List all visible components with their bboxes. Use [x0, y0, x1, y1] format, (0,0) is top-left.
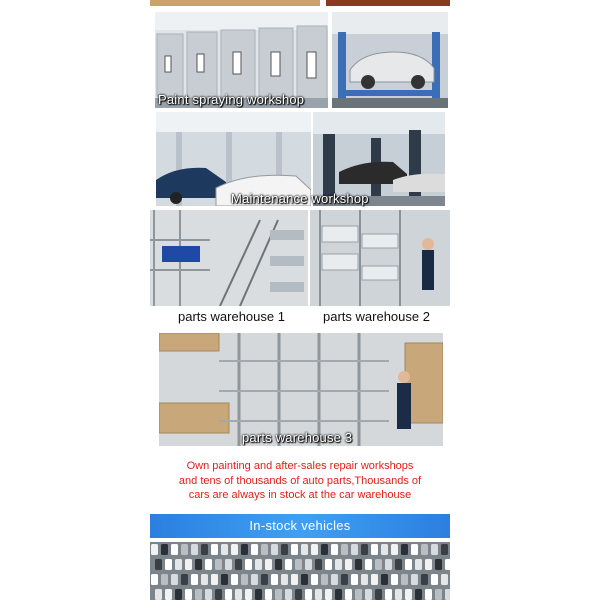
description-text — [150, 459, 450, 503]
description-line-3: cars are always in stock at the car warehouse — [188, 489, 412, 501]
vehicle-parking-lot-photo — [150, 542, 450, 600]
parts-warehouse-3-caption: parts warehouse 3 — [242, 430, 353, 445]
parts-warehouse-3-photo — [159, 333, 443, 446]
parts-warehouse-1-photo — [150, 210, 308, 306]
in-stock-vehicles-banner: In-stock vehicles — [150, 514, 450, 538]
paint-workshop-photo — [155, 12, 328, 108]
parts-warehouse-2-photo — [310, 210, 450, 306]
top-photo-strip-right — [326, 0, 450, 6]
parts-warehouse-1-caption: parts warehouse 1 — [178, 309, 285, 324]
description-line-1: Own painting and after-sales repair workshops — [186, 460, 414, 472]
top-photo-strip-left — [150, 0, 320, 6]
maintenance-workshop-caption: Maintenance workshop — [231, 191, 369, 206]
description-line-2: and tens of thousands of auto parts,Thousands of — [178, 474, 422, 487]
parts-warehouse-2-caption: parts warehouse 2 — [323, 309, 430, 324]
paint-workshop-caption: Paint spraying workshop — [158, 92, 305, 107]
paint-workshop-lift-photo — [332, 12, 448, 108]
